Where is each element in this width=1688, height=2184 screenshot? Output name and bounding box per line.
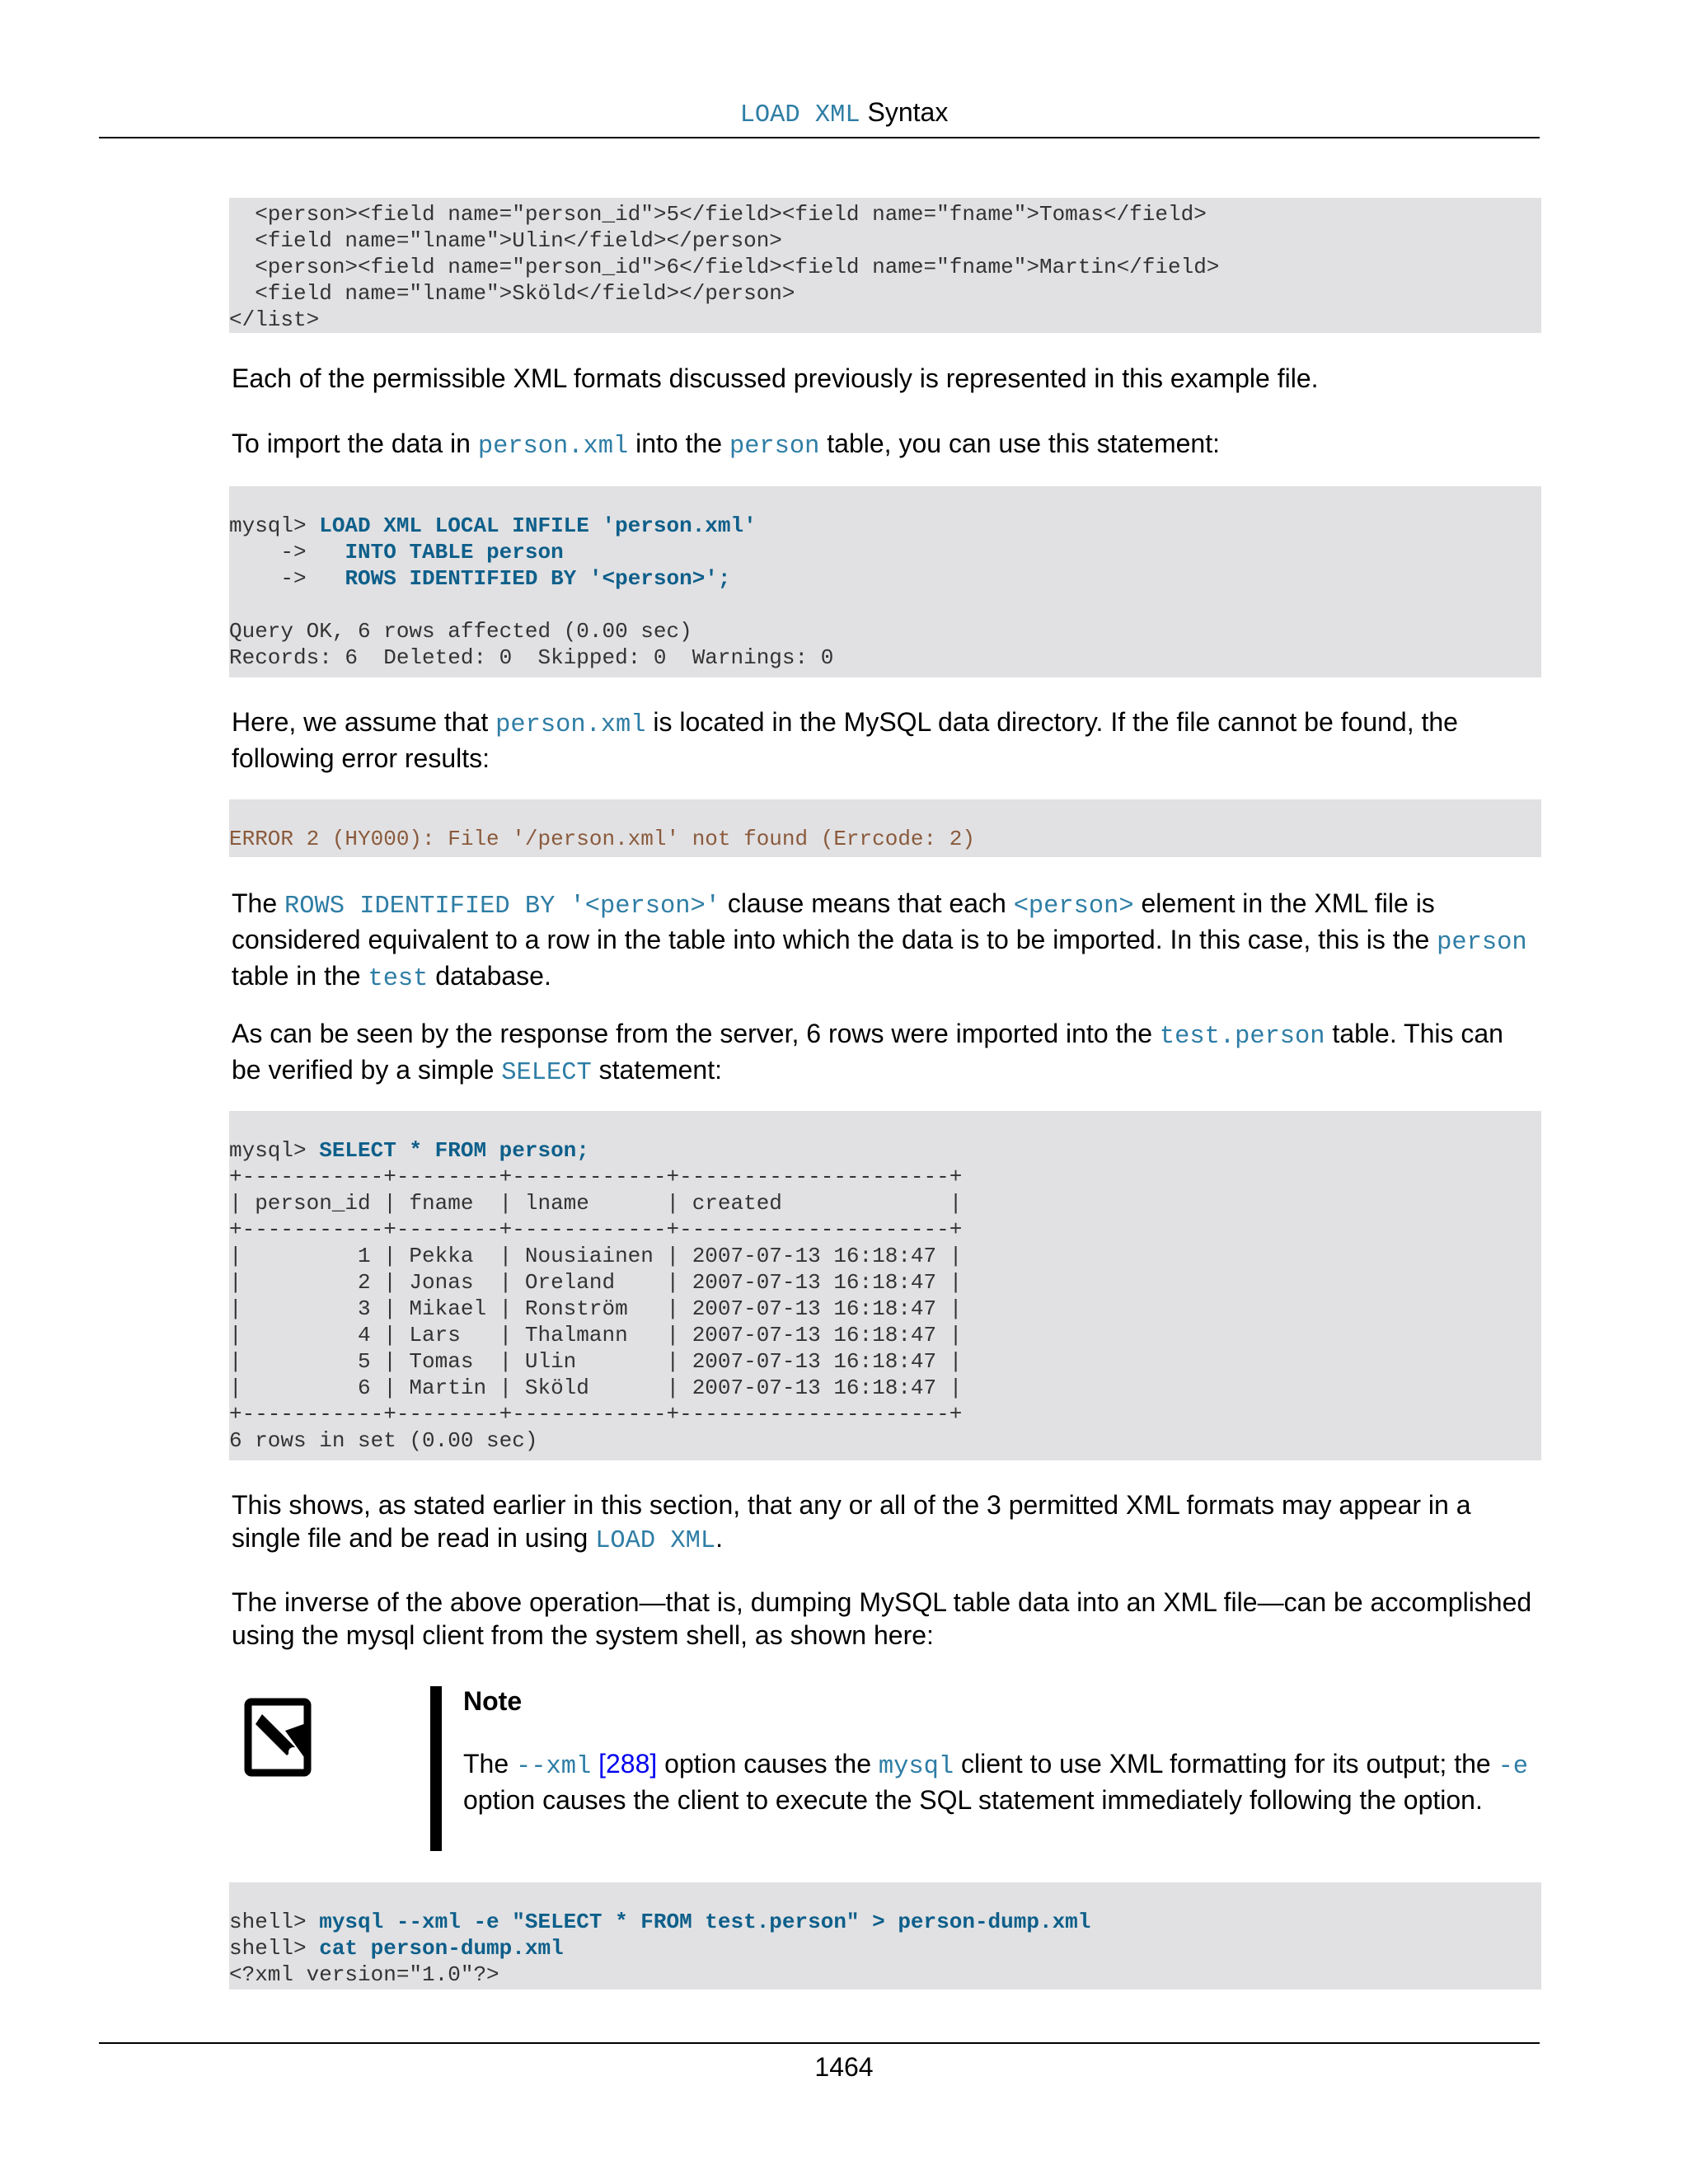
- code-line: Query OK, 6 rows affected (0.00 sec): [229, 619, 692, 644]
- text: into the: [628, 429, 729, 458]
- code-block-error: [229, 799, 1541, 857]
- text: clause means that each: [720, 888, 1014, 918]
- code-line: <person><field name="person_id">6</field><field name="fname">Martin</field>: [229, 255, 1220, 279]
- prompt: mysql>: [229, 513, 320, 538]
- code-line: <field name="lname">Sköld</field></person>: [229, 281, 795, 306]
- prompt: shell>: [229, 1936, 320, 1961]
- code-line: [229, 1909, 1541, 1935]
- inline-code: mysql: [878, 1753, 954, 1781]
- inline-code: person: [1437, 929, 1527, 957]
- paragraph-formats: Each of the permissible XML formats discussed previously is represented in this example file.: [232, 363, 1319, 393]
- code-line: [229, 565, 1541, 592]
- reference-link[interactable]: [288]: [598, 1749, 658, 1779]
- note-icon: [244, 1698, 318, 1780]
- text: The: [232, 888, 285, 918]
- table-line: +-----------+--------+------------+---------------------+: [229, 1402, 963, 1427]
- inline-code: ROWS IDENTIFIED BY '<person>': [284, 893, 720, 921]
- table-row: | 3 | Mikael | Ronström | 2007-07-13 16:18:47 |: [229, 1296, 963, 1321]
- inline-code: person.xml: [477, 433, 629, 461]
- text: As can be seen by the response from the server, 6 rows were imported into the: [232, 1019, 1160, 1048]
- prompt: shell>: [229, 1910, 320, 1934]
- running-header: [0, 96, 1688, 132]
- footer-rule: [99, 2042, 1540, 2044]
- prompt: ->: [229, 540, 345, 565]
- command: ROWS IDENTIFIED BY '<person>';: [345, 566, 731, 591]
- code-block-load-xml: [229, 486, 1541, 677]
- table-row: | 6 | Martin | Sköld | 2007-07-13 16:18:47 |: [229, 1376, 963, 1400]
- text: .: [715, 1523, 723, 1553]
- command: cat person-dump.xml: [319, 1936, 564, 1961]
- note-bar: [430, 1686, 442, 1851]
- command: mysql --xml -e "SELECT * FROM test.person" > person-dump.xml: [319, 1910, 1091, 1934]
- error-line: ERROR 2 (HY000): File '/person.xml' not found (Errcode: 2): [229, 827, 975, 851]
- prompt: mysql>: [229, 1138, 320, 1163]
- note-body: [463, 1747, 1535, 1816]
- text: statement:: [591, 1055, 722, 1085]
- command: INTO TABLE person: [345, 540, 564, 565]
- text: This shows, as stated earlier in this section, that any or all of the 3 permitted XML formats may appear in a single file and be read in using: [232, 1490, 1471, 1553]
- code-block-select: [229, 1111, 1541, 1460]
- command: LOAD XML LOCAL INFILE 'person.xml': [319, 513, 757, 538]
- text: option causes the: [657, 1749, 879, 1779]
- paragraph-rows-identified: [232, 887, 1534, 996]
- header-rule: [99, 137, 1540, 138]
- table-row: | 1 | Pekka | Nousiainen | 2007-07-13 16:18:47 |: [229, 1244, 963, 1268]
- table-line: | person_id | fname | lname | created |: [229, 1191, 963, 1216]
- inline-code: person.xml: [495, 711, 646, 739]
- inline-code: SELECT: [501, 1059, 592, 1087]
- inline-code: -e: [1498, 1753, 1529, 1781]
- text: table. This can be verified by a simple: [232, 1019, 1503, 1085]
- table-row: | 2 | Jonas | Oreland | 2007-07-13 16:18:47 |: [229, 1270, 963, 1295]
- code-line: <person><field name="person_id">5</field><field name="fname">Tomas</field>: [229, 202, 1207, 227]
- text: database.: [428, 961, 551, 991]
- command: SELECT * FROM person;: [319, 1138, 589, 1163]
- note-title: Note: [463, 1686, 523, 1716]
- paragraph-import: [232, 427, 1534, 463]
- code-line: <field name="lname">Ulin</field></person>: [229, 228, 782, 253]
- text: is located in the MySQL data directory. If the file cannot be found, the following error results:: [232, 707, 1458, 773]
- code-line: [229, 539, 1541, 565]
- code-line: [229, 1935, 1541, 1961]
- code-line: <?xml version="1.0"?>: [229, 1962, 499, 1987]
- page-number: 1464: [814, 2052, 874, 2082]
- code-block-xml-tail: [229, 198, 1541, 333]
- code-line: 6 rows in set (0.00 sec): [229, 1428, 538, 1453]
- inline-code: test.person: [1159, 1023, 1325, 1051]
- text: element in the XML file is considered equivalent to a row in the table into which the data is to be imported. In this case, this is the: [232, 888, 1437, 954]
- code-line: [229, 1137, 1541, 1164]
- table-line: +-----------+--------+------------+---------------------+: [229, 1165, 963, 1189]
- code-line-blank: [229, 592, 1541, 618]
- inline-code: person: [729, 433, 820, 461]
- text: client to use XML formatting for its output; the: [954, 1749, 1498, 1779]
- table-row: | 5 | Tomas | Ulin | 2007-07-13 16:18:47 |: [229, 1349, 963, 1374]
- code-line: Records: 6 Deleted: 0 Skipped: 0 Warnings: 0: [229, 645, 834, 670]
- code-block-shell: [229, 1882, 1541, 1990]
- text: The: [463, 1749, 517, 1779]
- paragraph-server-response: [232, 1017, 1534, 1090]
- paragraph-shows: [232, 1488, 1534, 1558]
- text: To import the data in: [232, 429, 478, 458]
- header-code: LOAD XML: [739, 101, 860, 129]
- table-row: | 4 | Lars | Thalmann | 2007-07-13 16:18:47 |: [229, 1323, 963, 1347]
- text: option causes the client to execute the SQL statement immediately following the option.: [463, 1785, 1483, 1815]
- text: table in the: [232, 961, 368, 991]
- text: table, you can use this statement:: [819, 429, 1220, 458]
- inline-code: --xml: [516, 1753, 592, 1781]
- code-line: [229, 513, 1541, 539]
- prompt: ->: [229, 566, 345, 591]
- text: Here, we assume that: [232, 707, 496, 737]
- table-line: +-----------+--------+------------+---------------------+: [229, 1217, 963, 1242]
- paragraph-assume: [232, 705, 1534, 775]
- header-text: Syntax: [867, 97, 949, 127]
- paragraph-inverse: The inverse of the above operation—that is, dumping MySQL table data into an XML file—can be accomplished using the mysql client from the system shell, as shown here:: [232, 1587, 1532, 1650]
- inline-code: <person>: [1013, 893, 1134, 921]
- inline-code: test: [368, 965, 429, 993]
- code-line: </list>: [229, 307, 320, 332]
- inline-code: LOAD XML: [595, 1527, 716, 1555]
